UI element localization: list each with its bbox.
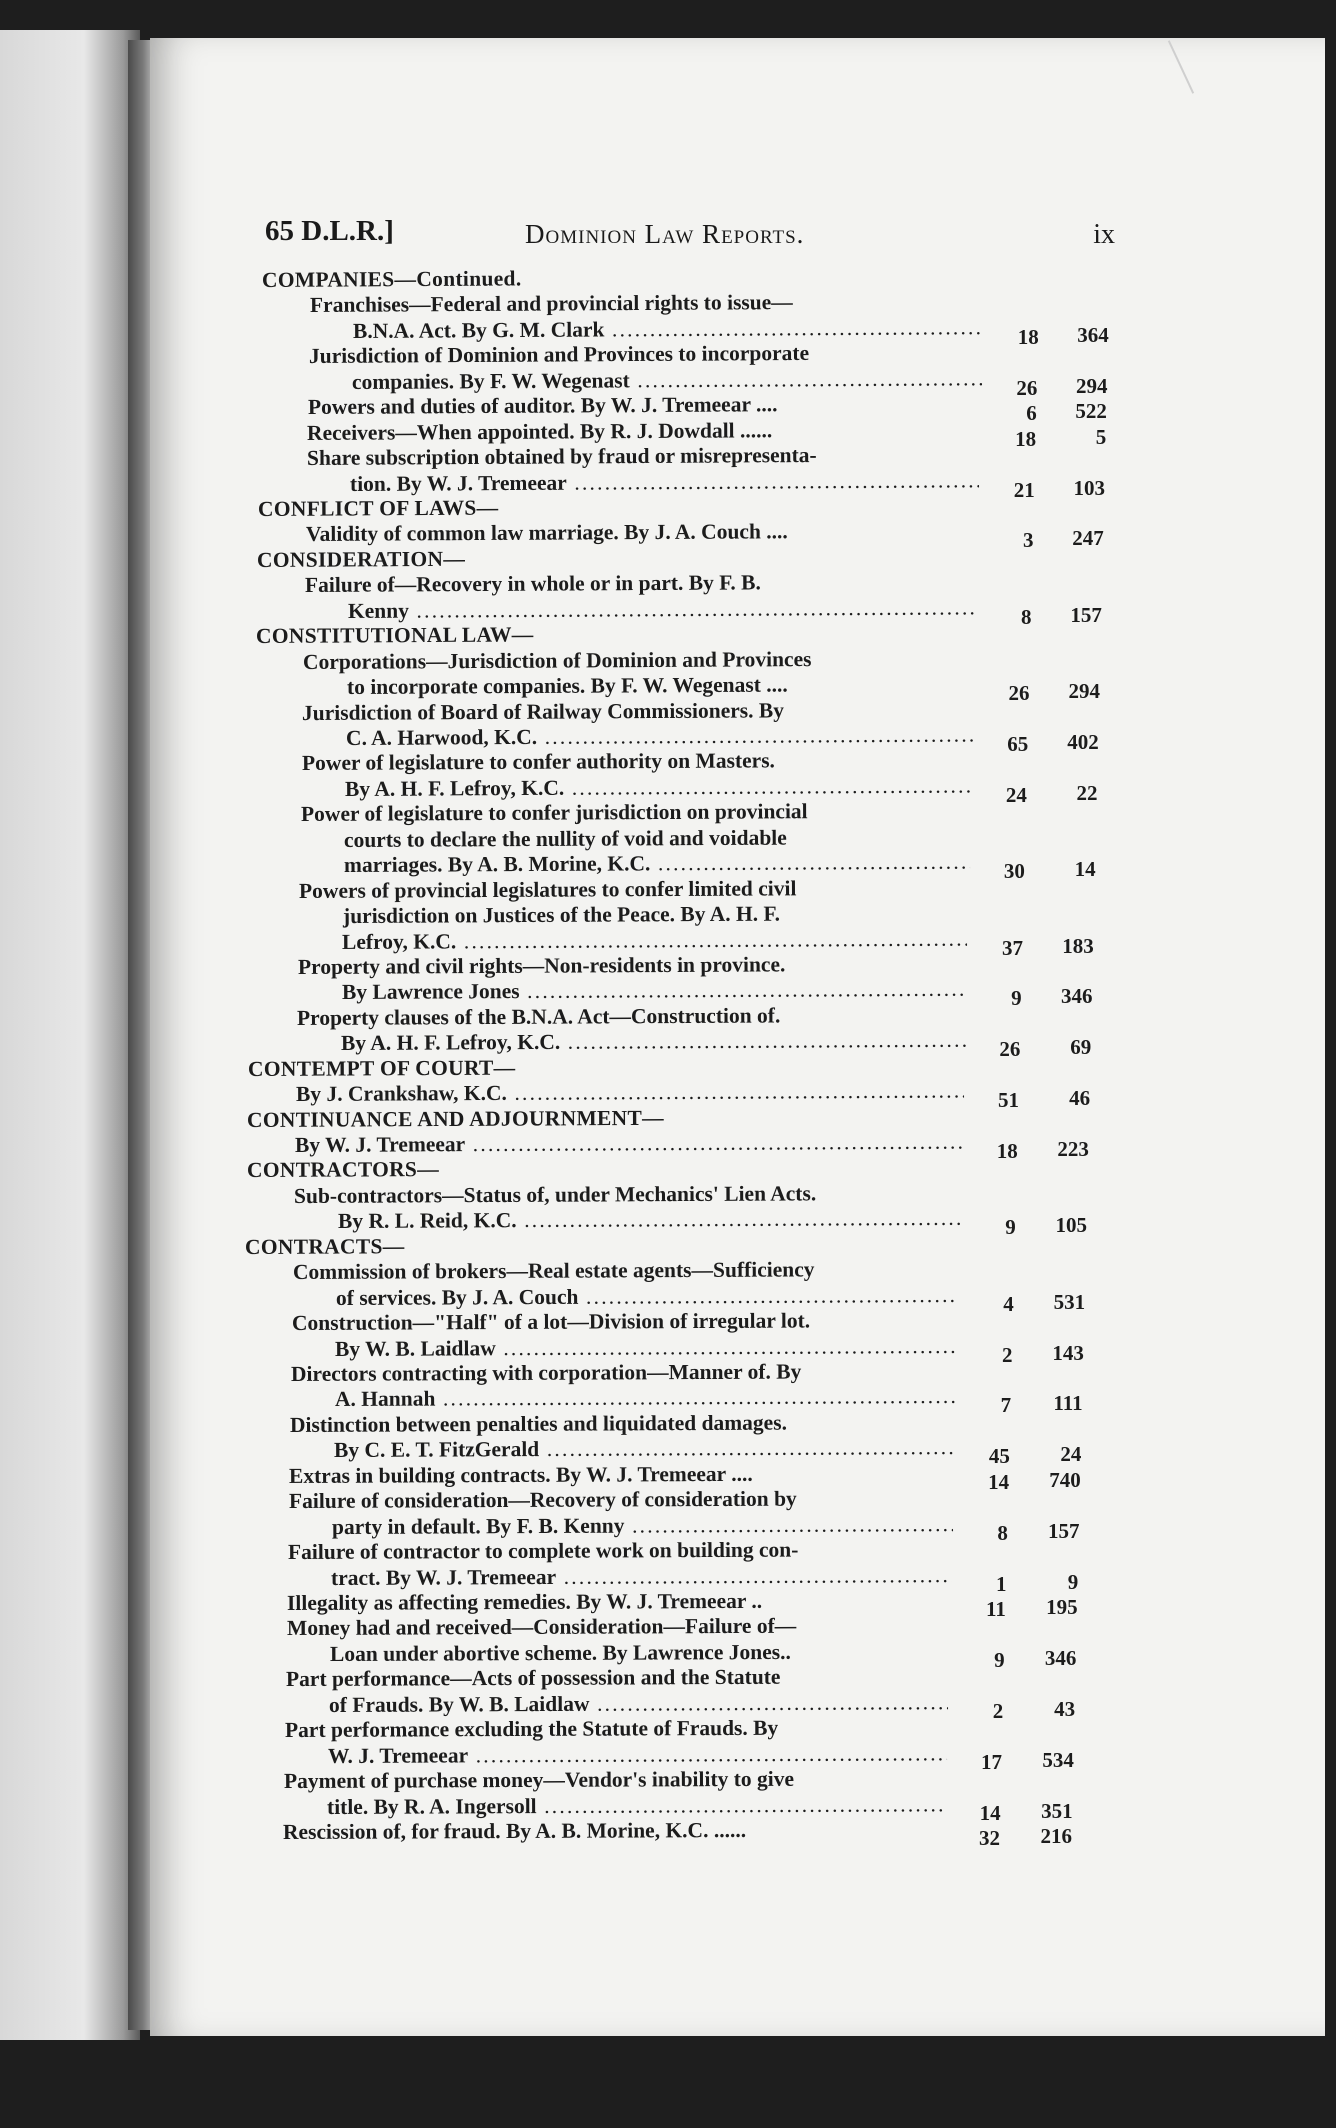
index-entry-line: title. By R. A. Ingersoll ..... [327, 1791, 945, 1820]
index-entry-line: Power of legislature to confer authority on Masters. [301, 748, 775, 776]
index-entry-line: Validity of common law marriage. By J. A. Couch .... [305, 519, 788, 547]
index-entry-line: Powers of provincial legislatures to confer limited civil [299, 875, 797, 903]
index-entry-line: B.N.A. Act. By G. M. Clark ..... [353, 314, 984, 344]
index-entry-line: Receivers—When appointed. By R. J. Dowdall ...... [307, 417, 773, 445]
volume-reference: 26 [1016, 375, 1038, 400]
index-heading: CONTRACTS— [245, 1234, 405, 1259]
index-entry-line: By W. B. Laidlaw ..... [335, 1333, 957, 1362]
page-reference: 740 [1049, 1467, 1081, 1492]
volume-reference: 30 [1003, 859, 1025, 884]
page-reference: 364 [1077, 322, 1109, 347]
index-entry-line: Kenny ..... [348, 594, 976, 624]
index-heading: CONTINUANCE AND ADJOURNMENT— [247, 1105, 665, 1132]
running-header [265, 215, 1115, 265]
index-entry-line: By Lawrence Jones ..... [342, 976, 967, 1005]
index-entry-line: Commission of brokers—Real estate agents—Sufficiency [292, 1257, 815, 1285]
page-reference: 183 [1062, 933, 1094, 958]
page-reference: 522 [1075, 399, 1107, 424]
volume-reference: 18 [996, 1139, 1018, 1164]
page-reference: 9 [1067, 1569, 1079, 1594]
index-entry-line: marriages. By A. B. Morine, K.C. ..... [344, 849, 970, 878]
index-entry-line: By A. H. F. Lefroy, K.C. ..... [341, 1027, 966, 1056]
volume-reference: 18 [1017, 324, 1039, 349]
volume-label: 65 D.L.R.] [265, 215, 394, 247]
index-entry-line: A. Hannah ..... [334, 1383, 956, 1412]
index-entry-line: Jurisdiction of Board of Railway Commissioners. By [302, 697, 785, 725]
index-entry-line: tract. By W. J. Tremeear ..... [331, 1562, 951, 1591]
volume-reference: 2 [1001, 1342, 1013, 1367]
page-reference: 534 [1042, 1747, 1074, 1772]
index-heading: CONSTITUTIONAL LAW— [255, 622, 534, 649]
index-entry-line: Property and civil rights—Non-residents in province. [297, 952, 786, 979]
index-entry-line: Construction—"Half" of a lot—Division of irregular lot. [291, 1308, 811, 1336]
volume-reference: 14 [988, 1469, 1010, 1494]
volume-reference: 11 [986, 1597, 1006, 1622]
volume-reference: 21 [1013, 477, 1035, 502]
index-entry-line: Lefroy, K.C. ..... [342, 925, 968, 954]
index-entry-line: Part performance—Acts of possession and the Statute [285, 1665, 781, 1692]
page-reference: 346 [1061, 984, 1093, 1009]
index-entry-line: Failure of—Recovery in whole or in part. By F. B. [304, 570, 761, 598]
volume-reference: 3 [1022, 528, 1034, 553]
page-reference: 351 [1041, 1798, 1073, 1823]
page-mark [1168, 40, 1194, 93]
page-reference: 46 [1069, 1086, 1091, 1111]
index-entry-line: By W. J. Tremeear ..... [295, 1129, 963, 1158]
index-entry-line: Corporations—Jurisdiction of Dominion and Provinces [303, 646, 812, 674]
page-reference: 294 [1076, 373, 1108, 398]
page-reference: 5 [1095, 424, 1107, 449]
page-reference: 346 [1044, 1645, 1077, 1670]
page-reference: 294 [1068, 679, 1101, 704]
index-entry-line: By C. E. T. FitzGerald ..... [334, 1434, 955, 1463]
page-reference: 247 [1072, 526, 1104, 551]
page-reference: 103 [1073, 475, 1106, 500]
volume-reference: 7 [1000, 1393, 1012, 1418]
page-reference: 111 [1053, 1391, 1083, 1416]
volume-reference: 32 [979, 1826, 1000, 1850]
page-reference: 216 [1040, 1824, 1072, 1848]
index-entry-line: By A. H. F. Lefroy, K.C. ..... [345, 772, 972, 801]
page-reference: 69 [1070, 1035, 1092, 1060]
volume-reference: 26 [1008, 681, 1030, 706]
index-entry-line: Share subscription obtained by fraud or misrepresenta- [306, 443, 817, 471]
index-entry-line: Part performance excluding the Statute of Frauds. By [284, 1715, 779, 1743]
volume-reference: 24 [1005, 782, 1027, 807]
volume-reference: 6 [1026, 401, 1037, 426]
volume-reference: 51 [998, 1088, 1020, 1113]
index-entry-line: Distinction between penalties and liquidated damages. [290, 1410, 788, 1437]
index-heading: COMPANIES—Continued. [261, 266, 522, 292]
index-entry-line: Jurisdiction of Dominion and Provinces to incorporate [308, 341, 809, 369]
index-entry-line: Illegality as affecting remedies. By W. J. Tremeear .. [286, 1588, 763, 1616]
volume-reference: 14 [979, 1800, 1001, 1825]
volume-reference: 1 [996, 1571, 1007, 1596]
index-entry-line: Power of legislature to confer jurisdiction on provincial [300, 799, 808, 827]
page-reference: 157 [1070, 602, 1102, 627]
page-reference: 105 [1055, 1213, 1087, 1238]
index-heading: CONTEMPT OF COURT— [248, 1055, 516, 1081]
index-entry-line: Property clauses of the B.N.A. Act—Construction of. [297, 1003, 781, 1030]
index-entry-line: Directors contracting with corporation—Manner of. By [290, 1359, 802, 1387]
volume-reference: 2 [992, 1698, 1004, 1723]
index-entry-line: Loan under abortive scheme. By Lawrence Jones.. [330, 1639, 791, 1666]
facing-page-edge [0, 30, 140, 2040]
index-heading: CONSIDERATION— [257, 546, 466, 572]
index-entry-line: companies. By F. W. Wegenast ..... [352, 365, 982, 395]
index-entry-line: Failure of contractor to complete work on building con- [287, 1537, 799, 1565]
index-entry-line: By J. Crankshaw, K.C. ..... [296, 1078, 964, 1107]
index-entry-line: Sub-contractors—Status of, under Mechanics' Lien Acts. [294, 1181, 817, 1208]
volume-reference: 9 [994, 1647, 1005, 1672]
index-heading: CONTRACTORS— [246, 1157, 439, 1183]
volume-reference: 9 [1011, 986, 1022, 1011]
index-entry-line: Extras in building contracts. By W. J. Tremeear .... [289, 1461, 753, 1488]
page-reference: 22 [1076, 780, 1098, 805]
index-entry-line: Franchises—Federal and provincial rights to issue— [309, 290, 793, 318]
index-entry-line: Failure of consideration—Recovery of consideration by [288, 1486, 797, 1514]
page-reference: 43 [1054, 1696, 1076, 1721]
index-heading: CONFLICT OF LAWS— [257, 495, 499, 521]
index-entry-line: jurisdiction on Justices of the Peace. By A. H. F. [342, 901, 780, 929]
volume-reference: 8 [997, 1520, 1008, 1545]
index-entry-line: party in default. By F. B. Kenny ..... [332, 1511, 953, 1540]
volume-reference: 4 [1003, 1291, 1014, 1316]
index-entry-line: W. J. Tremeear ..... [328, 1740, 947, 1769]
index-entry-line: Rescission of, for fraud. By A. B. Morine, K.C. ...... [282, 1817, 747, 1844]
volume-reference: 9 [1005, 1215, 1016, 1240]
page-reference: 157 [1047, 1518, 1080, 1543]
page-number: ix [1093, 219, 1115, 250]
volume-reference: 26 [999, 1037, 1021, 1062]
index-entry-line: tion. By W. J. Tremeear ..... [350, 467, 979, 497]
volume-reference: 65 [1007, 731, 1029, 756]
volume-reference: 17 [980, 1749, 1002, 1774]
index-entry-line: courts to declare the nullity of void and voidable [344, 825, 788, 852]
index-entry-line: of services. By J. A. Couch ..... [336, 1282, 959, 1311]
volume-reference: 18 [1015, 426, 1037, 451]
volume-reference: 37 [1001, 935, 1023, 960]
index-entry-line: Payment of purchase money—Vendor's inability to give [283, 1766, 794, 1794]
index-entry-line: Powers and duties of auditor. By W. J. Tremeear .... [307, 392, 778, 420]
page-reference: 223 [1057, 1137, 1089, 1162]
index-entry-line: to incorporate companies. By F. W. Wegenast .... [346, 672, 788, 700]
page-reference: 195 [1046, 1595, 1078, 1620]
index-entry-line: C. A. Harwood, K.C. ..... [346, 721, 973, 751]
index-entry-line: By R. L. Reid, K.C. ..... [338, 1205, 961, 1234]
page-reference: 143 [1052, 1340, 1084, 1365]
page-reference: 402 [1067, 729, 1099, 754]
page-reference: 24 [1060, 1442, 1082, 1467]
page-reference: 531 [1053, 1289, 1086, 1314]
index-entry-line: of Frauds. By W. B. Laidlaw ..... [329, 1689, 948, 1718]
volume-reference: 8 [1020, 604, 1032, 629]
page-reference: 14 [1074, 857, 1096, 882]
index-entry-line: Money had and received—Consideration—Failure of— [286, 1614, 796, 1641]
running-title: Dominion Law Reports. [525, 219, 805, 249]
volume-reference: 45 [988, 1444, 1010, 1469]
